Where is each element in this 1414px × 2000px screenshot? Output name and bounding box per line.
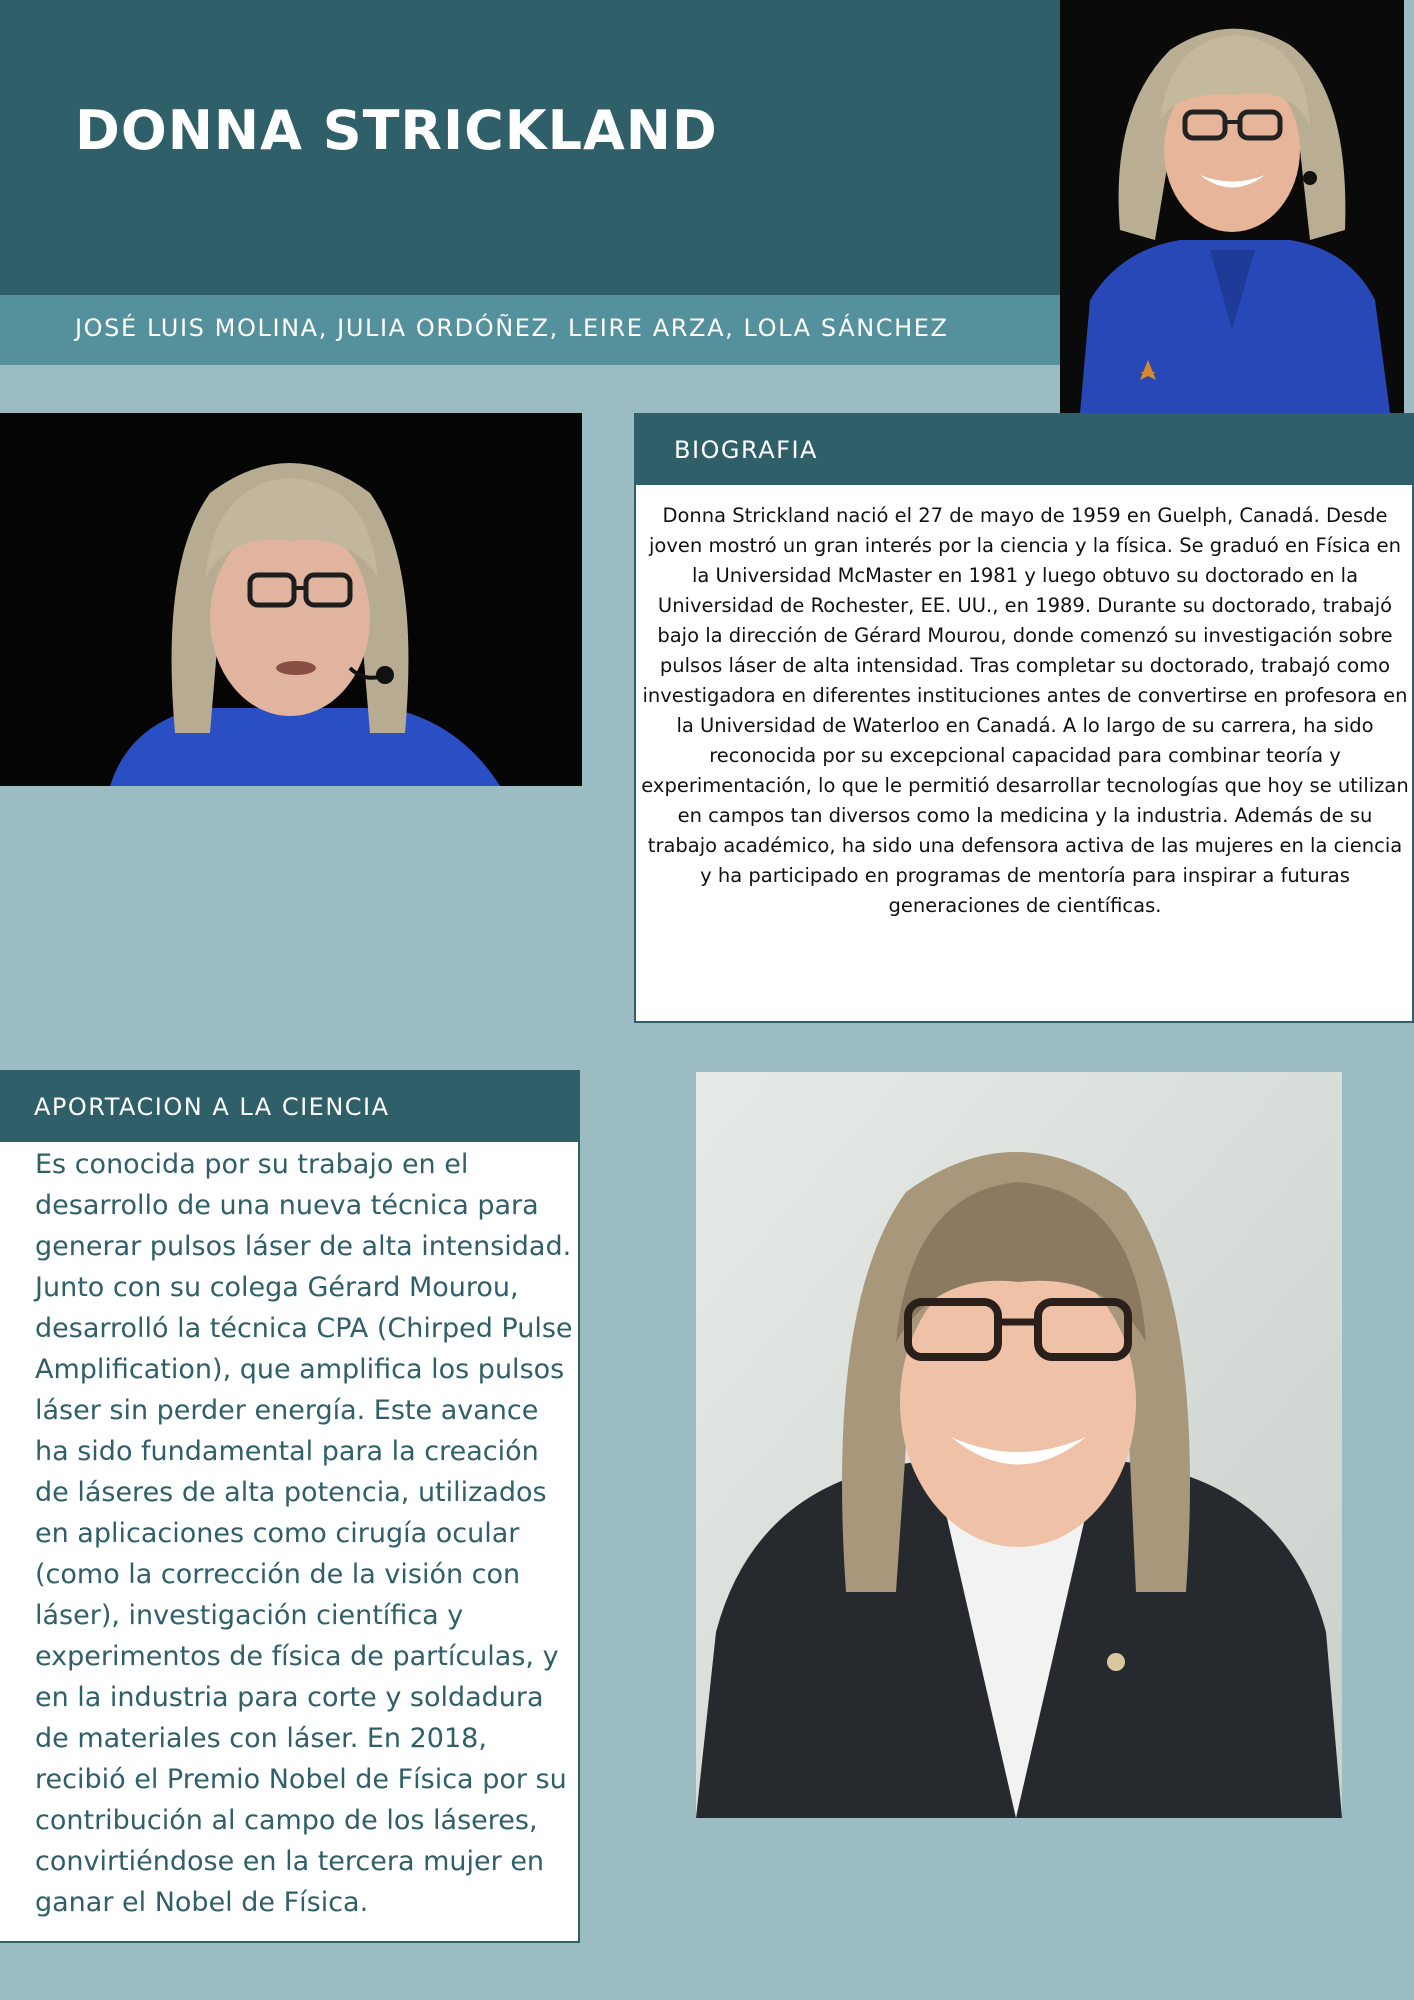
biography-text: Donna Strickland nació el 27 de mayo de 1959 en Guelph, Canadá. Desde joven mostró un gran interés por la ciencia y la física. Se graduó en Física en la Universidad McMaster en 1981 y luego obtuvo su doctorado en la Universidad de Rochester, EE. UU., en 1989. Durante su doctorado, trabajó bajo la dirección de Gérard Mourou, donde comenzó su investigación sobre pulsos láser de alta intensidad. Tras completar su doctorado, trabajó como investigadora en diferentes instituciones antes de convertirse en profesora en la Universidad de Waterloo en Canadá. A lo largo de su carrera, ha sido reconocida por su excepcional capacidad para combinar teoría y experimentación, lo que le permitió desarrollar tecnologías que hoy se utilizan en campos tan diversos como la medicina y la industria. Además de su trabajo académico, ha sido una defensora activa de las mujeres en la ciencia y ha participado en programas de mentoría para inspirar a futuras generaciones de científicas. xyxy=(641,504,1409,917)
science-contribution-panel xyxy=(0,1070,580,1943)
page-title: DONNA STRICKLAND xyxy=(75,99,718,162)
science-contribution-text: Es conocida por su trabajo en el desarrollo de una nueva técnica para generar pulsos láser de alta intensidad. Junto con su colega Gérard Mourou, desarrolló la técnica CPA (Chirped Pulse Amplification), que amplifica los pulsos láser sin perder energía. Este avance ha sido fundamental para la creación de láseres de alta potencia, utilizados en aplicaciones como cirugía ocular (como la corrección de la visión con láser), investigación científica y experimentos de física de partículas, y en la industria para corte y soldadura de materiales con láser. En 2018, recibió el Premio Nobel de Física por su contribución al campo de los láseres, convirtiéndose en la tercera mujer en ganar el Nobel de Física. xyxy=(35,1149,573,1918)
portrait-photo-smiling xyxy=(1060,0,1404,413)
portrait-photo-speaking xyxy=(0,413,582,786)
biography-heading: BIOGRAFIA xyxy=(636,415,1412,485)
portrait-photo-formal xyxy=(696,1072,1342,1818)
biography-panel xyxy=(634,413,1414,1023)
science-contribution-heading: APORTACION A LA CIENCIA xyxy=(0,1072,578,1142)
authors-line: JOSÉ LUIS MOLINA, JULIA ORDÓÑEZ, LEIRE ARZA, LOLA SÁNCHEZ xyxy=(75,314,949,342)
